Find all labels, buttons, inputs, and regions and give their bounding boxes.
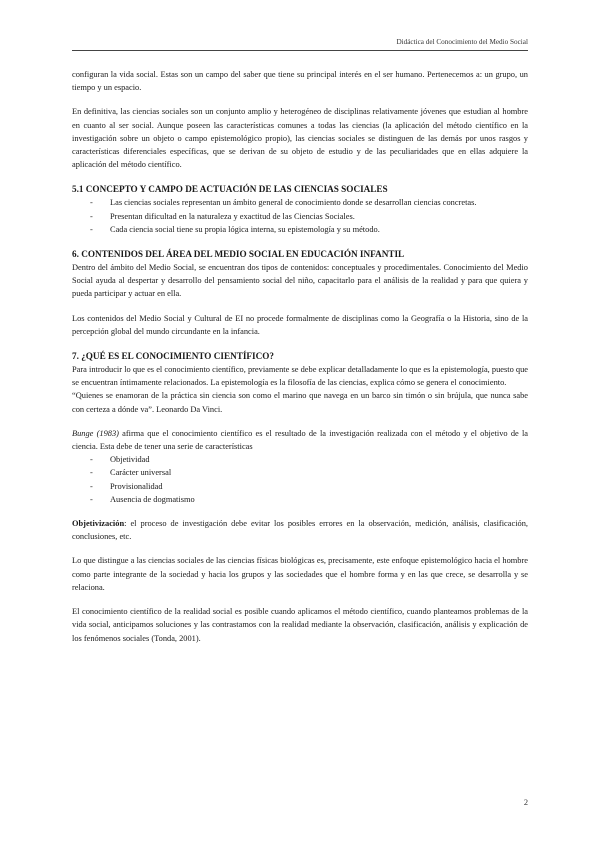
paragraph-definition: En definitiva, las ciencias sociales son un conjunto amplio y heterogéneo de disciplinas relativamente jóvenes que estudian al hombre en cuanto al ser social. Aunque poseen las características comunes a todas las ciencias (la aplicación del método científico en la investigación sobre un objeto o campo epistemológico propio), las ciencias sociales se distinguen de las demás por unos rasgos y características diferenciales específicas, que se derivan de su objeto de estudio y de las peculiaridades que en ellas adquiere la aplicación del método científico.: [72, 107, 528, 170]
paragraph-bunge: [72, 427, 528, 453]
paragraph-contenidos: Dentro del ámbito del Medio Social, se encuentran dos tipos de contenidos: conceptuales y procedimentales. Conocimiento del Medio Social ayuda al despertar y desarrollo del pensamiento social del niño, capacitarlo para el análisis de la realidad y para que quiera y pueda participar y actuar en ella.: [72, 263, 528, 299]
list-item: - Carácter universal: [90, 466, 528, 479]
paragraph-distingue: Lo que distingue a las ciencias sociales de las ciencias físicas biológicas es, precisamente, este enfoque epistemológico hacia el hombre como parte integrante de la sociedad y hacia los grupos y las sociedades que el hombre forma y en las que crece, se desarrolla y se relaciona.: [72, 556, 528, 592]
running-header: Didáctica del Conocimiento del Medio Social: [396, 38, 528, 46]
characteristics-list: [72, 453, 528, 506]
page-body: [72, 68, 528, 645]
term-objetivizacion: Objetivización: [72, 519, 125, 529]
section-heading-6: 6. CONTENIDOS DEL ÁREA DEL MEDIO SOCIAL EN EDUCACIÓN INFANTIL: [72, 249, 405, 260]
list-item: - Provisionalidad: [90, 480, 528, 493]
citation-bunge: Bunge (1983): [72, 428, 119, 438]
section-heading-5-1: 5.1 CONCEPTO Y CAMPO DE ACTUACIÓN DE LAS CIENCIAS SOCIALES: [72, 184, 388, 195]
bunge-text: afirma que el conocimiento científico es el resultado de la investigación realizada con el método y el objetivo de la ciencia. Esta debe de tener una serie de características: [72, 428, 528, 452]
list-item: - Cada ciencia social tiene su propia lógica interna, su epistemología y su método.: [90, 223, 528, 236]
page-number: 2: [523, 798, 528, 807]
paragraph-conclusion: El conocimiento científico de la realidad social es posible cuando aplicamos el método científico, cuando planteamos problemas de la vida social, anticipamos soluciones y las contrastamos con la realidad mediante la observación, clasificación, análisis y explicación de los fenómenos sociales (Tonda, 2001).: [72, 607, 528, 643]
header-rule: [72, 50, 528, 51]
section-5-1-list: [72, 196, 528, 236]
quote-da-vinci: “Quienes se enamoran de la práctica sin ciencia son como el marino que navega en un barco sin timón o sin brújula, que nunca sabe con certeza a dónde va”. Leonardo Da Vinci.: [72, 391, 528, 414]
list-item: - Presentan dificultad en la naturaleza y exactitud de las Ciencias Sociales.: [90, 210, 528, 223]
list-item: - Objetividad: [90, 453, 528, 466]
list-item: - Ausencia de dogmatismo: [90, 493, 528, 506]
paragraph-epistemologia: Para introducir lo que es el conocimiento científico, previamente se debe explicar detalladamente lo que es la epistemología, puesto que se encuentran íntimamente relacionados. La epistemología es la filosofía de las ciencias, explica cómo se genera el conocimiento.: [72, 365, 528, 388]
list-item: - Las ciencias sociales representan un ámbito general de conocimiento donde se desarrollan ciencias concretas.: [90, 196, 528, 209]
paragraph-intro: configuran la vida social. Estas son un campo del saber que tiene su principal interés en el ser humano. Pertenecemos a: un grupo, un tiempo y un espacio.: [72, 70, 528, 93]
paragraph-medio-social: Los contenidos del Medio Social y Cultural de EI no procede formalmente de disciplinas como la Geografía o la Historia, sino de la percepción global del mundo circundante en la infancia.: [72, 313, 528, 336]
paragraph-objetivizacion: [72, 517, 528, 543]
objetivizacion-text: : el proceso de investigación debe evitar los posibles errores en la observación, medición, análisis, clasificación, conclusiones, etc.: [72, 519, 528, 542]
section-heading-7: 7. ¿QUÉ ES EL CONOCIMIENTO CIENTÍFICO?: [72, 351, 274, 362]
